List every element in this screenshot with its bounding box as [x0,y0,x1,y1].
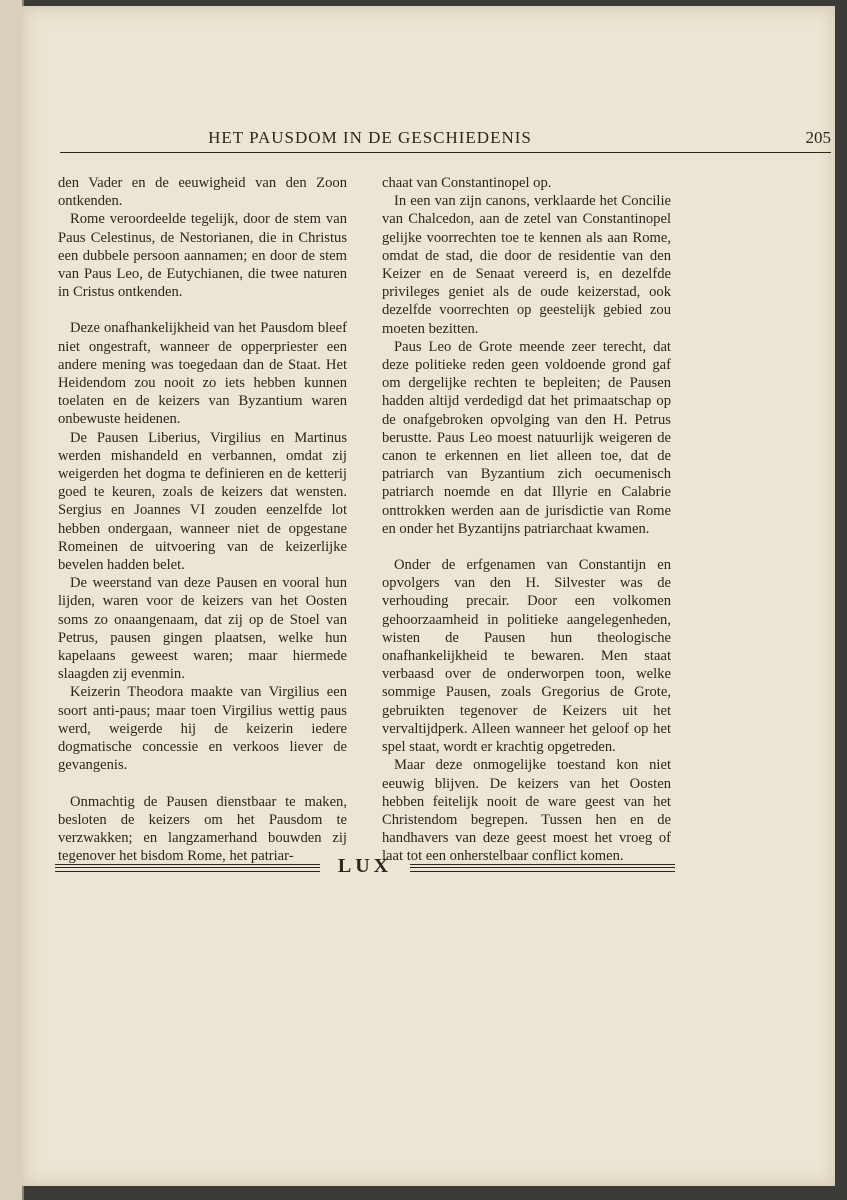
paragraph: De weerstand van deze Pausen en vooral hun lijden, waren voor de keizers van het Oosten soms zo onaangenaam, dat zij op de Stoel van Petrus, pausen gingen plaatsen, welke hun kapelaans geweest waren; maar hiermede slaagden zij evenmin. [58,575,347,683]
paragraph: In een van zijn canons, verklaarde het Concilie van Chalcedon, aan de zetel van Constantinopel gelijke voorrechten toe te kennen als aan Rome, omdat de stad, die door de residentie van den Keizer en de Senaat vereerd is, en dezelfde privileges geniet als de oude keizerstad, ook dezelfde voorrechten op geestelijk gebied zou moeten bezitten. [382,193,671,337]
paragraph: Onder de erfgenamen van Constantijn en opvolgers van den H. Silvester was de verhouding precair. Door een volkomen gehoorzaamheid in politieke aangelegenheden, wisten de Pausen hun theologische onafhankelijkheid te bewaren. Men staat verbaasd over de onderworpen toon, welke sommige Pausen, zoals Gregorius de Grote, gebruikten tegenover de Keizers uit het vervaltijdperk. Alleen wanneer het geloof op het spel staat, wordt er krachtig opgetreden. [382,557,671,756]
footer-rule-left [55,864,320,872]
footer-rule-right [410,864,675,872]
page-number: 205 [805,128,831,147]
paragraph: Keizerin Theodora maakte van Virgilius een soort anti-paus; maar toen Virgilius wettig paus werd, weigerde hij de keizerin iedere dogmatische concessie en verkoos liever de gevangenis. [58,684,347,774]
paragraph: Rome veroordeelde tegelijk, door de stem van Paus Celestinus, de Nestorianen, die in Christus een dubbele persoon aannamen; en door de stem van Paus Leo, de Eutychianen, die twee naturen in Cristus ontkenden. [58,211,347,301]
left-column [58,174,347,865]
header-title: HET PAUSDOM IN DE GESCHIEDENIS [208,128,532,147]
footer-emblem: LUX [337,855,393,877]
page-edge [0,0,24,1200]
header-rule [60,152,831,153]
right-column [382,174,671,866]
paragraph: Onmachtig de Pausen dienstbaar te maken, besloten de keizers om het Pausdom te verzwakken; en langzamerhand bouwden zij tegenover het bisdom Rome, het patriar- [58,793,347,865]
paragraph: den Vader en de eeuwigheid van den Zoon ontkenden. [58,175,347,210]
paragraph: Maar deze onmogelijke toestand kon niet eeuwig blijven. De keizers van het Oosten hebben feitelijk nooit de ware geest van het Christendom begrepen. Tussen hen en de handhavers van deze geest moest het vroeg of laat tot een onherstelbaar conflict komen. [382,757,671,865]
footer-ornament [55,855,675,878]
paragraph: Paus Leo de Grote meende zeer terecht, dat deze politieke reden geen voldoende grond gaf om dergelijke rechten te bepleiten; de Pausen hadden altijd verdedigd dat het primaatschap op de onafgebroken opvolging van den H. Petrus berustte. Paus Leo moest natuurlijk weigeren de canon te erkennen en liet alleen toe, dat de patriarch van Byzantium zich oecumenisch patriarch noemde en dat Illyrie en Calabrie onttrokken werden aan de jurisdictie van Rome en onder het Byzantijns patriarchaat kwamen. [382,338,671,537]
paragraph: Deze onafhankelijkheid van het Pausdom bleef niet ongestraft, wanneer de opperpriester een andere mening was toegedaan dan de Staat. Het Heidendom zou nooit zo iets hebben kunnen toelaten en de keizers van Byzantium waren onbewuste heidenen. [58,320,347,428]
paragraph: De Pausen Liberius, Virgilius en Martinus werden mishandeld en verbannen, omdat zij weigerden het dogma te definieren en de ketterij goed te keuren, zoals de keizers dat wensten. Sergius en Joannes VI zouden eenzelfde lot hebben ondergaan, wanneer niet de opgestane Romeinen de uitvoering van de keizerlijke bevelen hadden belet. [58,429,347,574]
paragraph: chaat van Constantinopel op. [382,175,552,191]
